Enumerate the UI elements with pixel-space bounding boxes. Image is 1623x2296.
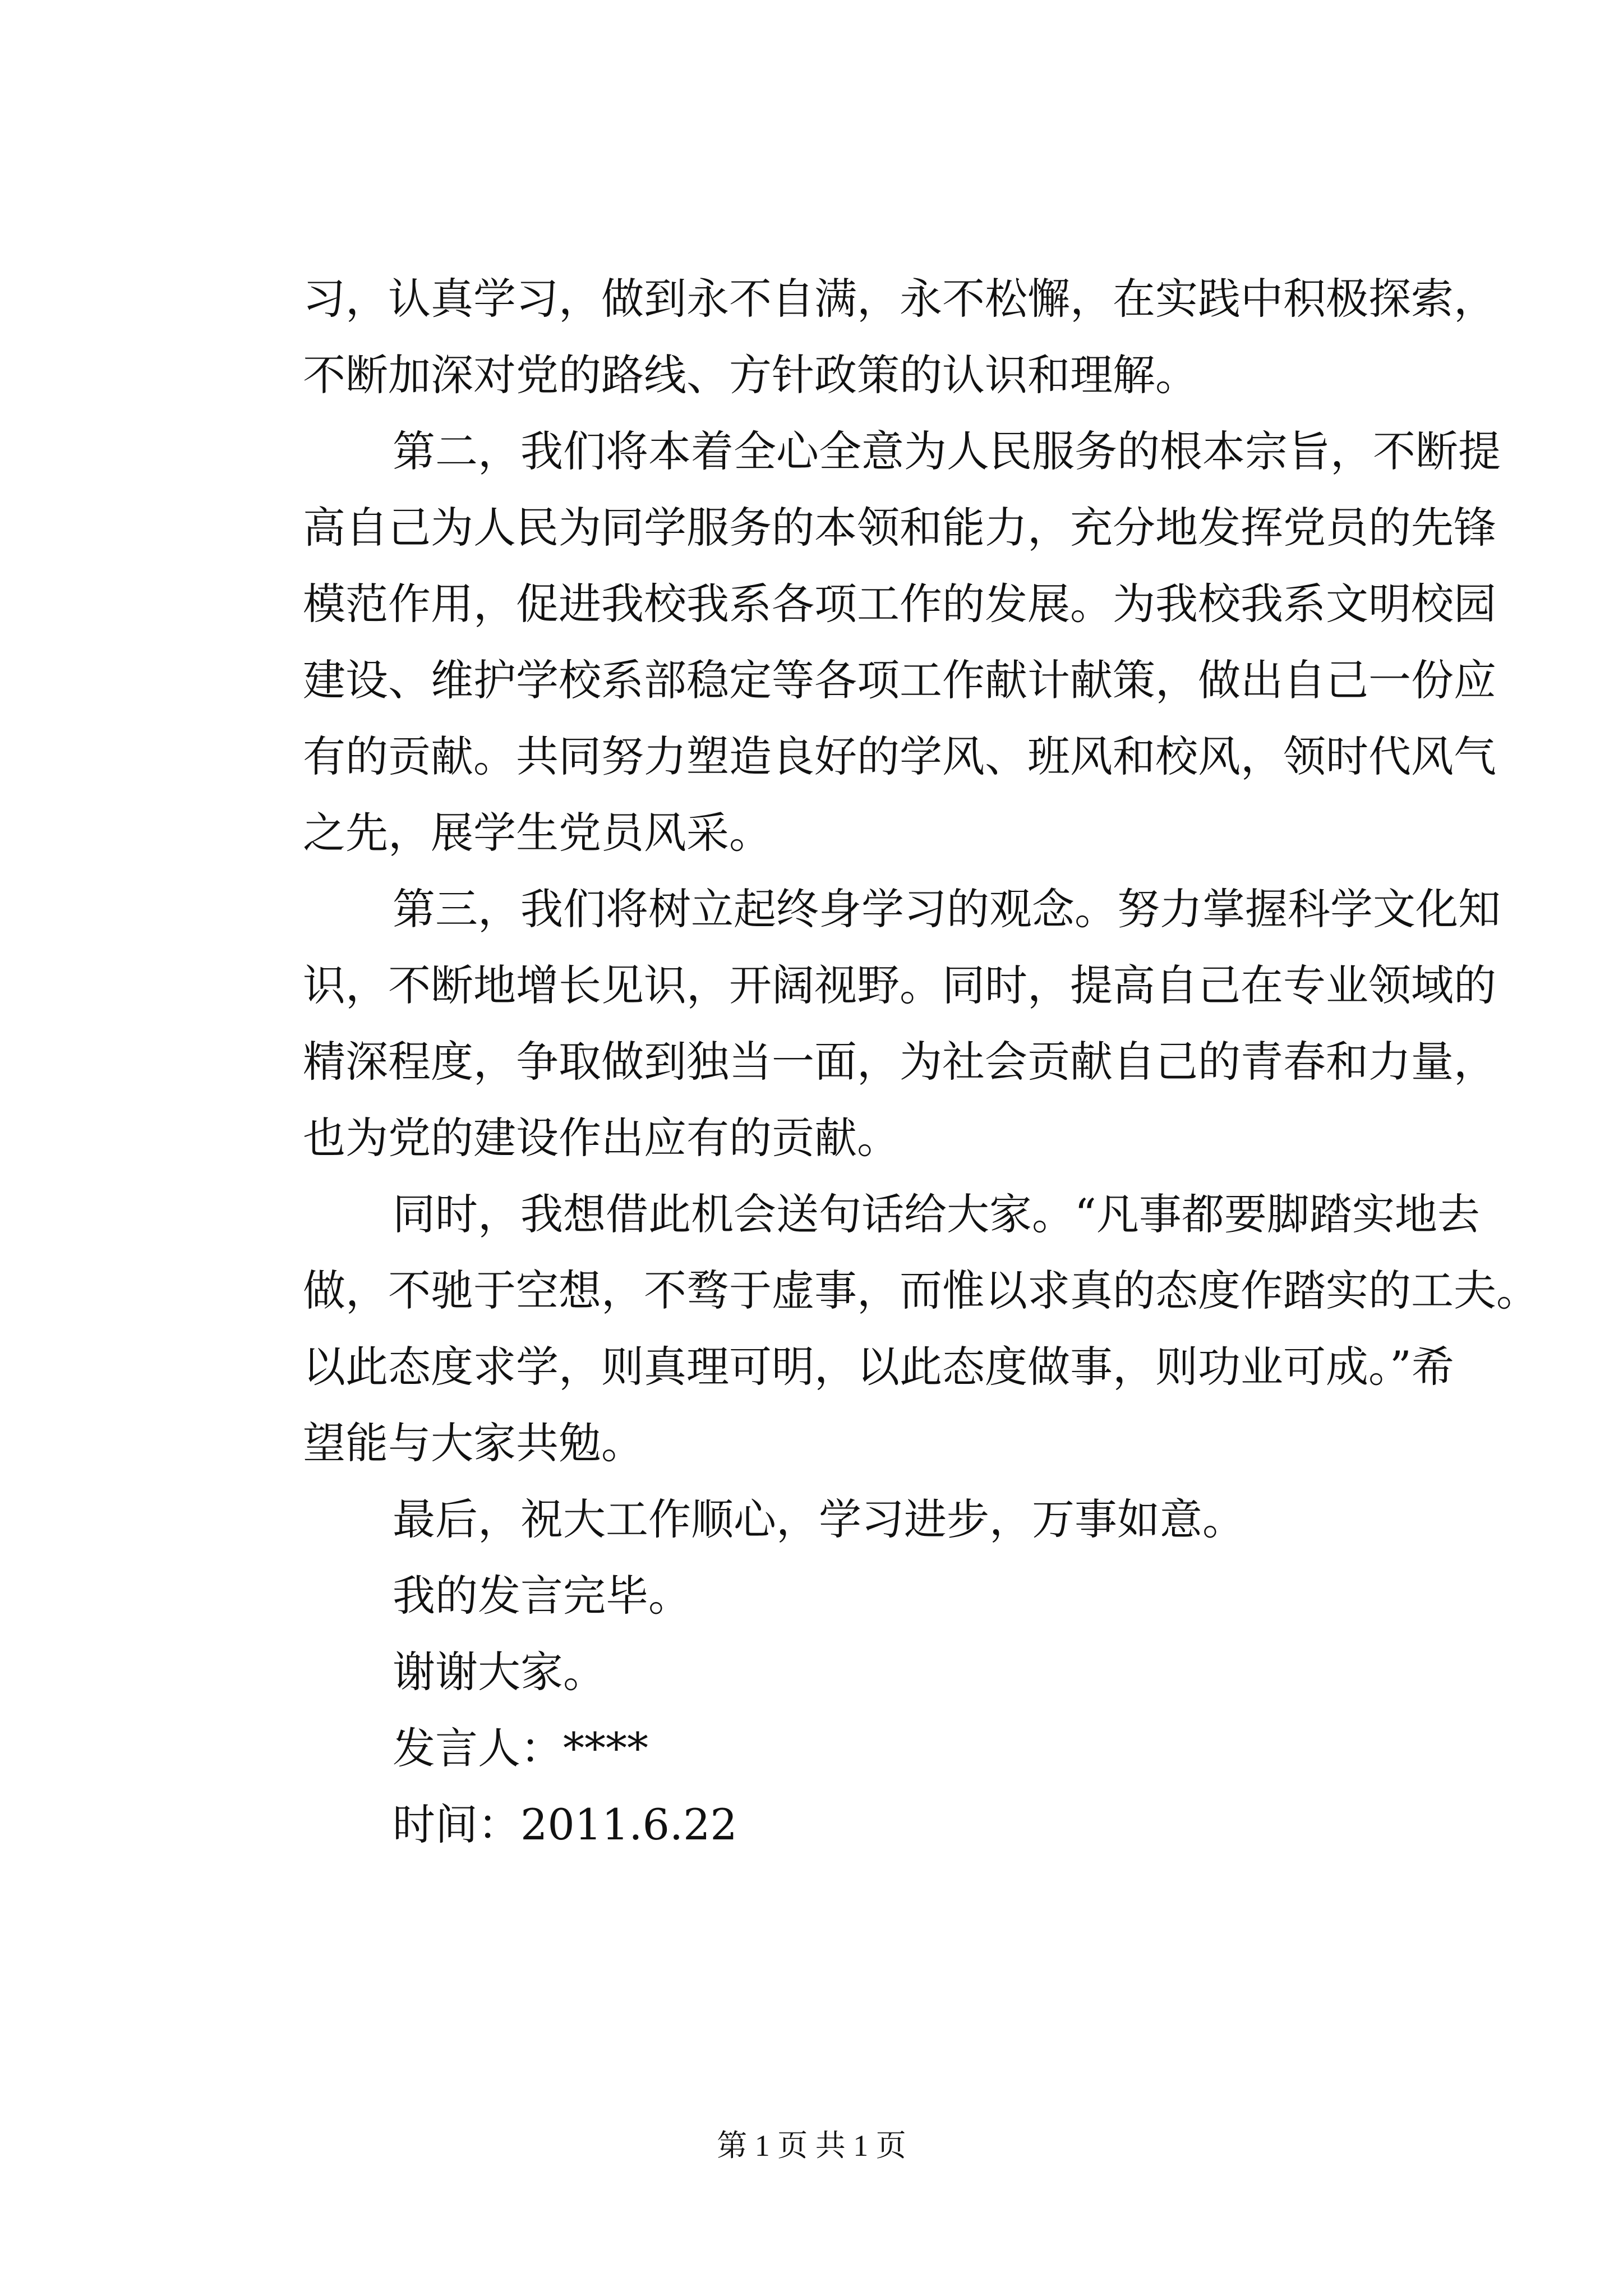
page-footer [0,2126,1623,2165]
paragraph [303,1634,1413,1710]
text-line: 我的发言完毕。 [393,1571,691,1621]
text-line: 之先，展学生党员风采。 [303,808,772,858]
paragraph [303,871,1501,1176]
text-line: 识，不断地增长见识，开阔视野。同时，提高自己在专业领域的 [303,960,1496,1010]
paragraph [303,1176,1539,1481]
paragraph [303,413,1501,871]
text-line: 最后，祝大工作顺心，学习进步，万事如意。 [393,1494,1245,1544]
text-line: 不断加深对党的路线、方针政策的认识和理解。 [303,350,1198,400]
paragraph [303,1481,1413,1558]
text-line: 谢谢大家。 [393,1647,606,1697]
text-line: 模范作用，促进我校我系各项工作的发展。为我校我系文明校园 [303,579,1496,629]
text-line: 精深程度，争取做到独当一面，为社会贡献自己的青春和力量， [303,1037,1496,1087]
text-line: 同时，我想借此机会送句话给大家。“凡事都要脚踏实地去 [393,1189,1480,1239]
text-line: 时间：2011.6.22 [393,1800,737,1849]
text-line: 习，认真学习，做到永不自满，永不松懈，在实践中积极探索， [303,274,1496,324]
text-line: 第三，我们将树立起终身学习的观念。努力掌握科学文化知 [393,884,1501,934]
page-number-label: 第 1 页 共 1 页 [717,2129,906,2162]
paragraph [303,1558,1413,1634]
text-line: 也为党的建设作出应有的贡献。 [303,1113,900,1163]
paragraph [303,261,1496,413]
date-line [303,1787,1413,1863]
text-line: 高自己为人民为同学服务的本领和能力，充分地发挥党员的先锋 [303,503,1496,553]
text-line: 发言人：**** [393,1723,648,1773]
text-line: 第二，我们将本着全心全意为人民服务的根本宗旨，不断提 [393,426,1501,476]
text-line: 望能与大家共勉。 [303,1418,644,1468]
text-line: 以此态度求学，则真理可明，以此态度做事，则功业可成。”希 [303,1342,1454,1392]
text-line: 做，不驰于空想，不骛于虚事，而惟以求真的态度作踏实的工夫。 [303,1266,1539,1315]
text-line: 有的贡献。共同努力塑造良好的学风、班风和校风，领时代风气 [303,731,1496,781]
document-body [303,261,1539,1863]
speaker-line [303,1710,1413,1787]
text-line: 建设、维护学校系部稳定等各项工作献计献策，做出自己一份应 [303,655,1496,705]
